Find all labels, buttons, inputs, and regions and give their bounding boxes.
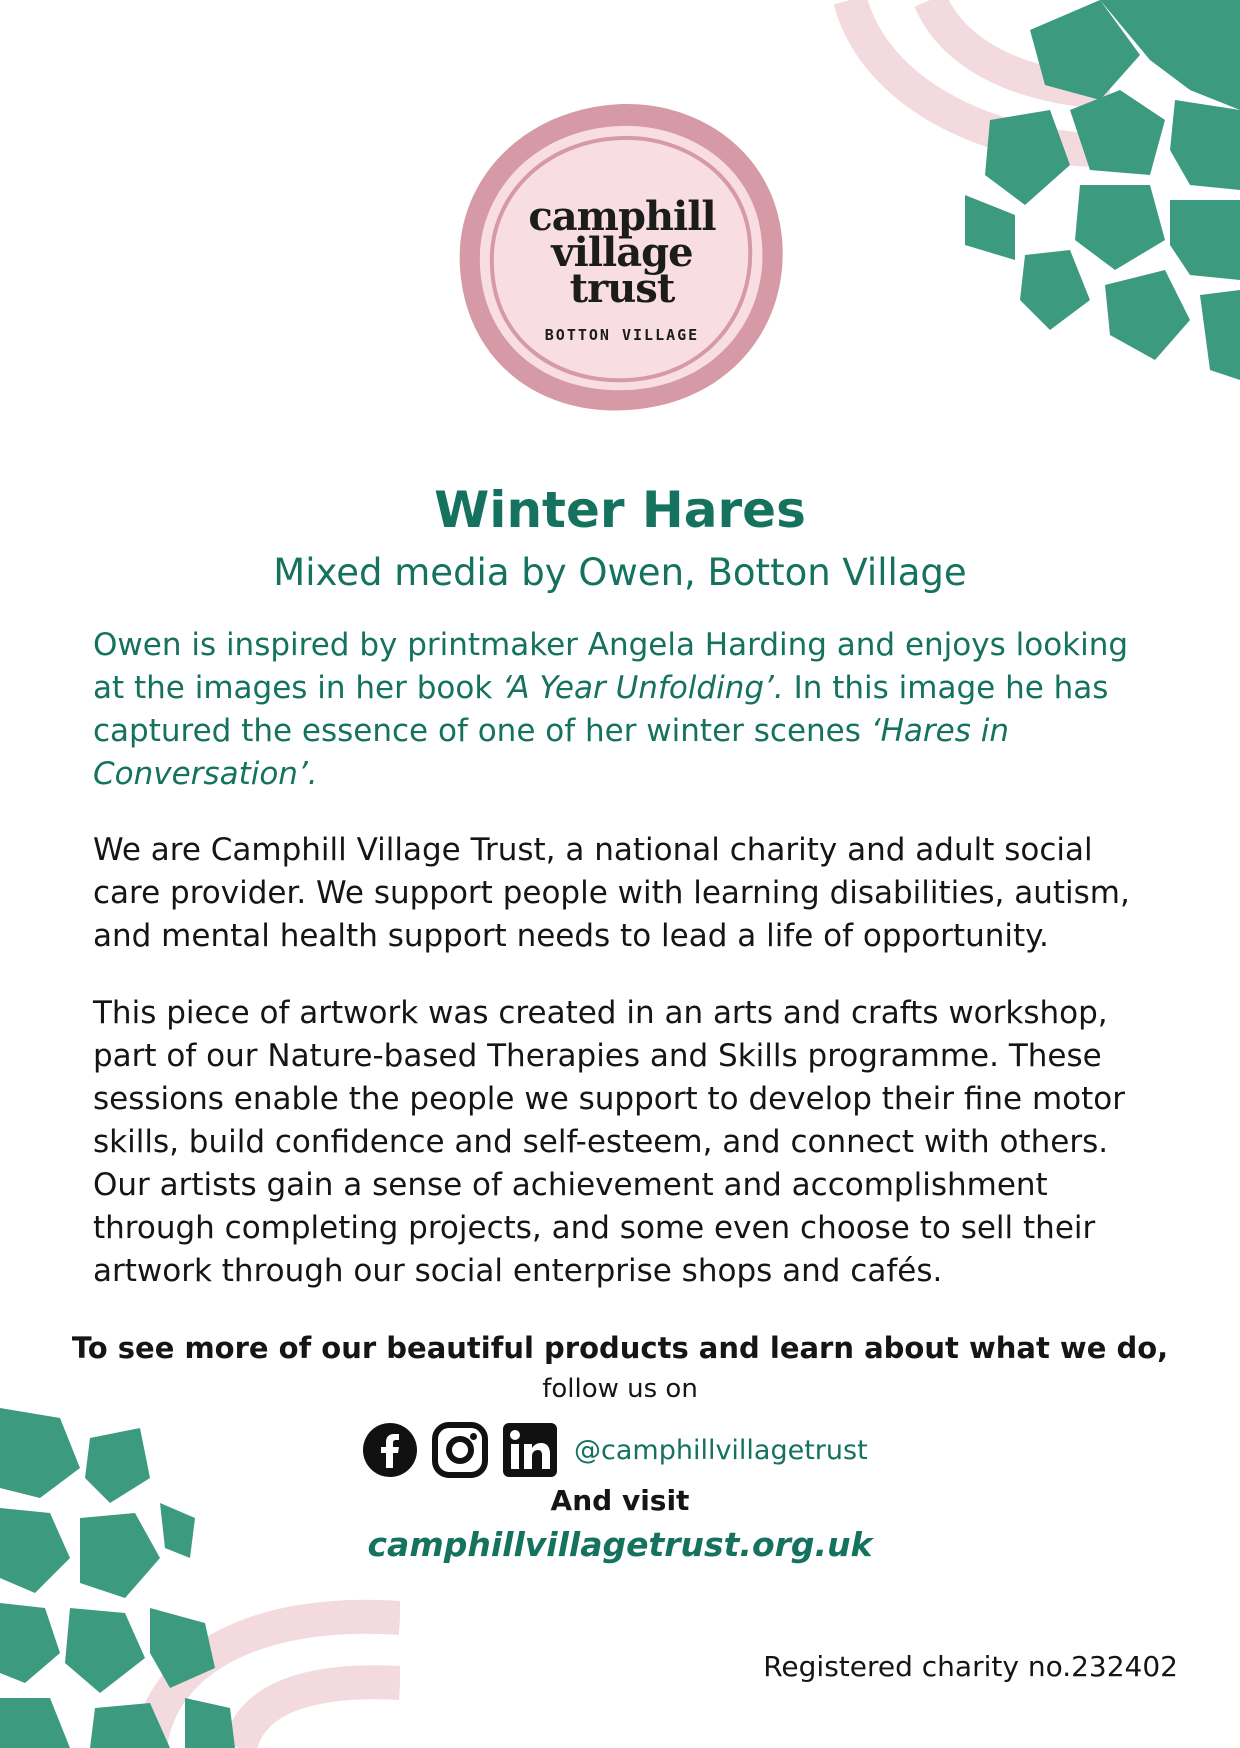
artwork-description <box>93 624 1153 796</box>
about-paragraph: We are Camphill Village Trust, a national charity and adult social care provider. We support people with learning disabilities, autism, and mental health support needs to lead a life of opportunity. <box>93 832 1130 954</box>
social-links <box>362 1422 868 1478</box>
intro-text-2: In this image he has captured the essence of one of her winter scenes <box>93 670 1109 749</box>
website-link[interactable]: camphillvillagetrust.org.uk <box>367 1525 873 1564</box>
linkedin-icon[interactable] <box>502 1422 558 1478</box>
social-handle[interactable]: @camphillvillagetrust <box>574 1434 868 1466</box>
logo-word-village: village <box>551 229 693 276</box>
facebook-icon[interactable] <box>362 1422 418 1478</box>
artwork-title: Winter Hares <box>434 481 806 539</box>
logo-subline: BOTTON VILLAGE <box>544 326 700 344</box>
charity-number: Registered charity no.232402 <box>763 1650 1178 1683</box>
artwork-subtitle: Mixed media by Owen, Botton Village <box>273 551 967 594</box>
visit-label: And visit <box>550 1484 690 1517</box>
book-title: ‘A Year Unfolding’. <box>502 670 784 706</box>
workshop-paragraph: This piece of artwork was created in an arts and crafts workshop, part of our Nature-based Therapies and Skills programme. These sessions enable the people we support to develop their fine motor skills, build confidence and self-esteem, and connect with others. Our artists gain a sense of achievement and accomplishment through completing projects, and some even choose to sell their artwork through our social enterprise shops and cafés. <box>93 995 1125 1289</box>
scene-title: ‘Hares in Conversation’. <box>93 713 1009 792</box>
camphill-village-trust-logo <box>452 98 792 418</box>
decorative-leaf-pattern-top-right <box>770 0 1240 390</box>
cta-heading: To see more of our beautiful products and learn about what we do, <box>71 1331 1169 1365</box>
instagram-icon[interactable] <box>432 1422 488 1478</box>
follow-text: follow us on <box>542 1374 698 1404</box>
decorative-leaf-pattern-bottom-left <box>0 1408 400 1748</box>
logo-word-camphill: camphill <box>528 193 716 240</box>
logo-word-trust: trust <box>569 265 675 312</box>
intro-text-1: Owen is inspired by printmaker Angela Harding and enjoys looking at the images in her book <box>93 627 1129 706</box>
